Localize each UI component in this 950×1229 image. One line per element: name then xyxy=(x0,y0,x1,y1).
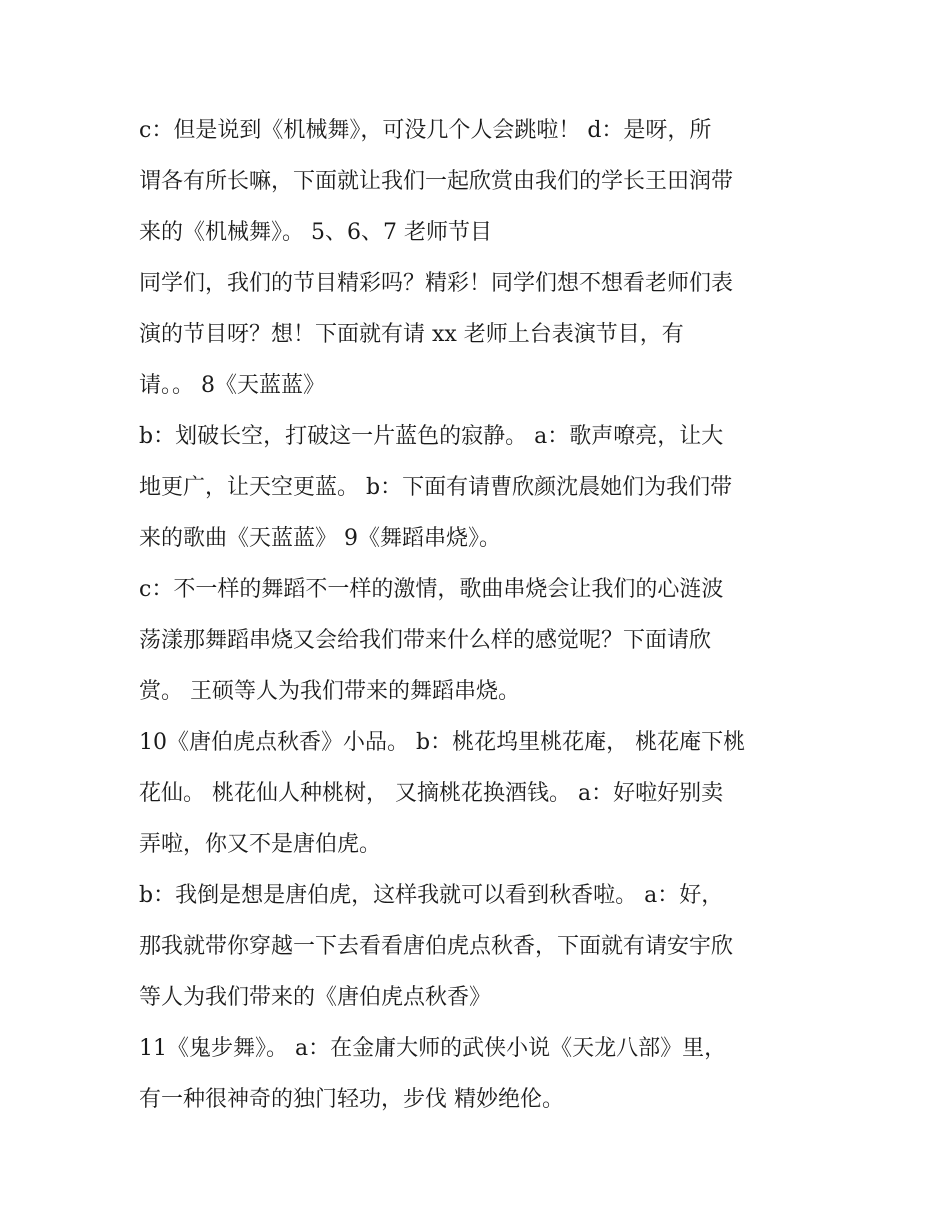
text-line: 来的歌曲《天蓝蓝》 9《舞蹈串烧》。 xyxy=(139,526,501,551)
text-line: 来的《机械舞》。 5、6、7 老师节目 xyxy=(139,220,492,245)
text-line: 荡漾那舞蹈串烧又会给我们带来什么样的感觉呢？下面请欣 xyxy=(139,628,712,653)
text-line: 赏。 王硕等人为我们带来的舞蹈串烧。 xyxy=(139,679,520,704)
text-line: 11《鬼步舞》。 a：在金庸大师的武侠小说《天龙八部》里， xyxy=(139,1036,727,1061)
document-body xyxy=(139,111,829,1131)
text-line: 地更广，让天空更蓝。 b：下面有请曹欣颜沈晨她们为我们带 xyxy=(139,475,733,500)
text-line: 同学们，我们的节目精彩吗？精彩！同学们想不想看老师们表 xyxy=(139,271,734,296)
text-line: b：我倒是想是唐伯虎，这样我就可以看到秋香啦。 a：好， xyxy=(139,883,724,908)
text-line: 谓各有所长嘛，下面就让我们一起欣赏由我们的学长王田润带 xyxy=(139,169,734,194)
text-line: 等人为我们带来的《唐伯虎点秋香》 xyxy=(139,985,492,1010)
text-line: 花仙。 桃花仙人种桃树， 又摘桃花换酒钱。 a：好啦好别卖 xyxy=(139,781,724,806)
text-line: 弄啦，你又不是唐伯虎。 xyxy=(139,832,382,857)
text-line: b：划破长空，打破这一片蓝色的寂静。 a：歌声嘹亮，让大 xyxy=(139,424,724,449)
text-line: 10《唐伯虎点秋香》小品。 b：桃花坞里桃花庵， 桃花庵下桃 xyxy=(139,730,746,755)
text-line: 请。。 8《天蓝蓝》 xyxy=(139,373,325,398)
text-line: 演的节目呀？想！下面就有请 xx 老师上台表演节目，有 xyxy=(139,322,684,347)
text-line: c：但是说到《机械舞》，可没几个人会跳啦！ d：是呀，所 xyxy=(139,118,712,143)
text-line: 有一种很神奇的独门轻功，步伐 精妙绝伦。 xyxy=(139,1087,564,1112)
text-line: 那我就带你穿越一下去看看唐伯虎点秋香，下面就有请安宇欣 xyxy=(139,934,734,959)
text-line: c：不一样的舞蹈不一样的激情，歌曲串烧会让我们的心涟波 xyxy=(139,577,724,602)
